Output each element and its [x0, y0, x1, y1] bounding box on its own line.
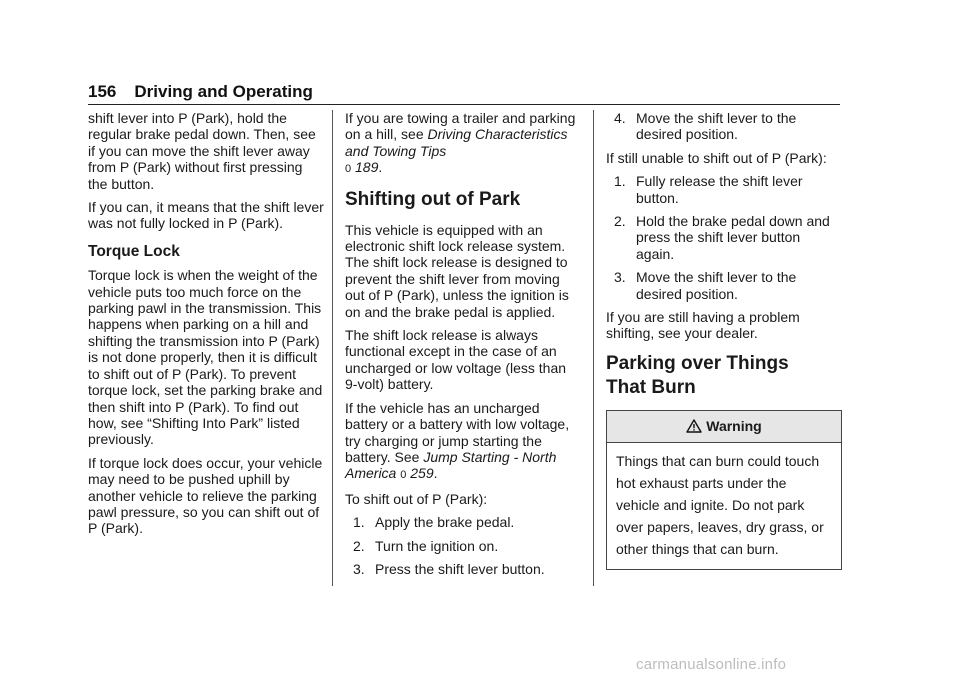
paragraph: shift lever into P (Park), hold the regular brake pedal down. Then, see if you can move the shift lever away from P (Park) without first pressing the button. — [88, 110, 316, 192]
steps-list — [606, 110, 842, 143]
list-item — [345, 561, 581, 577]
page-ref-icon: 0 — [345, 163, 352, 176]
list-item — [606, 213, 842, 262]
warning-title: Warning — [706, 417, 762, 434]
list-item — [345, 538, 581, 554]
page-ref-icon: 0 — [400, 469, 407, 482]
page-number: 156 — [88, 82, 117, 101]
heading-line: Parking over Things — [606, 352, 789, 374]
page-header — [88, 82, 313, 102]
heading-line: That Burn — [606, 376, 696, 398]
page-reference[interactable]: 259 — [410, 465, 434, 482]
paragraph: If the vehicle has an uncharged battery or a battery with low voltage, try charging or jump starting the battery. See Jump Starting - North America 0 259. — [345, 399, 570, 482]
page-reference[interactable]: 189 — [355, 159, 379, 176]
cross-reference-link[interactable]: Driving Characteristics and Towing Tips — [345, 126, 568, 159]
step-text: Turn the ignition on. — [375, 537, 499, 554]
paragraph: If torque lock does occur, your vehicle may need to be pushed uphill by another vehicle to relieve the parking pawl pressure, so you can shift out of P (Park). — [88, 454, 323, 537]
step-number: 2. — [614, 213, 626, 230]
step-text: Move the shift lever to the desired position. — [636, 110, 797, 143]
paragraph: This vehicle is equipped with an electronic shift lock release system. The shift lock release is designed to prevent the shift lever from moving out of P (Park), unless the ignition is on and the brake pedal is applied. — [345, 221, 569, 320]
step-text: Apply the brake pedal. — [375, 514, 515, 531]
paragraph-text: If you are towing a trailer and parking on a hill, see — [345, 110, 576, 143]
warning-triangle-icon — [686, 418, 702, 434]
step-text: Move the shift lever to the desired position. — [636, 269, 797, 302]
list-item — [606, 173, 842, 206]
paragraph: If you can, it means that the shift lever was not fully locked in P (Park). — [88, 199, 324, 232]
step-text: Press the shift lever button. — [375, 560, 545, 577]
paragraph-text: If the vehicle has an uncharged battery or a battery with low voltage, try charging or jump starting the battery. See — [345, 399, 570, 465]
column-2 — [345, 110, 581, 584]
step-text: Fully release the shift lever button. — [636, 173, 803, 206]
step-number: 2. — [353, 537, 365, 554]
list-item — [606, 269, 842, 302]
step-number: 3. — [614, 269, 626, 286]
section-title: Driving and Operating — [134, 82, 313, 101]
cross-reference-link[interactable]: Jump Starting - North America — [345, 448, 557, 482]
column-divider-1 — [332, 110, 333, 586]
paragraph: If you are towing a trailer and parking on a hill, see Driving Characteristics and Towing Tips 0 189. — [345, 110, 576, 176]
header-rule — [88, 104, 840, 105]
warning-header — [607, 411, 841, 443]
parking-heading — [606, 352, 842, 400]
step-number: 1. — [614, 173, 626, 190]
column-3 — [606, 110, 842, 570]
paragraph: Torque lock is when the weight of the vehicle puts too much force on the parking pawl in the transmission. This happens when parking on a hill and shifting the transmission into P (Park) is not done properly, then it is difficult to shift out of P (Park). To prevent torque lock, set the parking brake and then shift into P (Park). To find out how, see “Shifting Into Park” listed previously. — [88, 267, 323, 448]
steps-list — [606, 173, 842, 302]
watermark: carmanualsonline.info — [636, 656, 787, 673]
step-number: 3. — [353, 560, 365, 577]
list-item — [606, 110, 842, 143]
column-1 — [88, 110, 324, 544]
warning-text: Things that can burn could touch hot exhaust parts under the vehicle and ignite. Do not park over papers, leaves, dry grass, or other things that can burn. — [616, 453, 824, 558]
step-number: 1. — [353, 514, 365, 531]
step-text: Hold the brake pedal down and press the shift lever button again. — [636, 213, 830, 262]
paragraph: To shift out of P (Park): — [345, 490, 488, 507]
paragraph: If still unable to shift out of P (Park): — [606, 149, 827, 166]
shifting-out-of-park-heading: Shifting out of Park — [345, 188, 521, 210]
paragraph: If you are still having a problem shifting, see your dealer. — [606, 309, 800, 342]
torque-lock-heading: Torque Lock — [88, 242, 180, 260]
warning-box — [606, 410, 842, 570]
list-item — [345, 514, 581, 530]
steps-list — [345, 514, 581, 577]
step-number: 4. — [614, 110, 626, 126]
column-divider-2 — [593, 110, 594, 586]
paragraph: The shift lock release is always functional except in the case of an uncharged or low voltage (less than 9-volt) battery. — [345, 327, 567, 393]
